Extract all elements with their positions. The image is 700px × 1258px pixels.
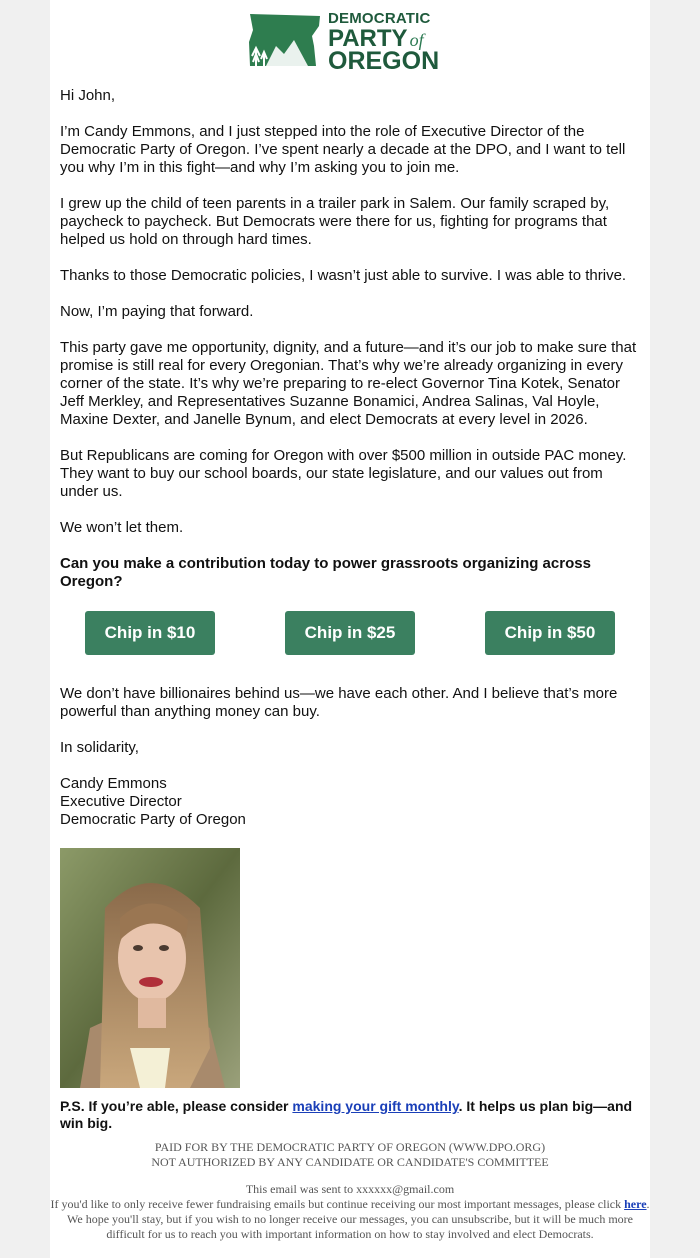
oregon-map-icon: [246, 12, 322, 68]
logo-line-party: PARTY: [328, 25, 408, 52]
paragraph-wont-let: We won’t let them.: [60, 519, 184, 536]
monthly-gift-link[interactable]: making your gift monthly: [292, 1098, 459, 1114]
unsubscribe-here-link[interactable]: here: [624, 1197, 647, 1211]
ps-prefix: P.S. If you’re able, please consider: [60, 1098, 293, 1114]
paragraph-billionaires: We don’t have billionaires behind us—we have each other. And I believe that’s more powerful than anything money can buy.: [60, 685, 618, 720]
unsubscribe-suffix: . We hope you'll stay, but if you wish to no longer receive our messages, you can unsubscribe, but it will be much more difficult for us to reach you with important information on how to stay involved and elect Democrats.: [67, 1197, 650, 1241]
donation-buttons: [60, 611, 640, 655]
signature: [60, 775, 640, 829]
footer: [50, 1140, 650, 1242]
chip-in-25-button[interactable]: Chip in $25: [285, 611, 415, 655]
paragraph-forward: Now, I’m paying that forward.: [60, 303, 254, 320]
paragraph-republicans: But Republicans are coming for Oregon with over $500 million in outside PAC money. They want to buy our school boards, our state legislature, and our values out from under us.: [60, 447, 627, 500]
postscript: [60, 1098, 640, 1132]
sent-to-line: This email was sent to xxxxxx@gmail.com: [245, 1182, 455, 1196]
greeting: Hi John,: [60, 87, 116, 104]
closing: In solidarity,: [60, 739, 139, 756]
logo-wordmark: [328, 11, 439, 74]
not-authorized-line: NOT AUTHORIZED BY ANY CANDIDATE OR CANDIDATE'S COMMITTEE: [151, 1155, 549, 1169]
candy-emmons-photo: [60, 848, 240, 1088]
unsubscribe-notice: [50, 1182, 650, 1242]
paragraph-thrive: Thanks to those Democratic policies, I wasn’t just able to survive. I was able to thrive.: [60, 267, 627, 284]
ps-suffix: . It helps us plan big—and win big.: [60, 1098, 633, 1131]
paragraph-background: I grew up the child of teen parents in a trailer park in Salem. Our family scraped by, paycheck to paycheck. But Democrats were there for us, fighting for programs that helped us hold on through hard times.: [60, 195, 610, 248]
signature-name: Candy Emmons: [60, 775, 167, 792]
paragraph-intro: I’m Candy Emmons, and I just stepped into the role of Executive Director of the Democratic Party of Oregon. I’ve spent nearly a decade at the DPO, and I want to tell you why I’m in this fight—and why I’m asking you to join me.: [60, 123, 626, 176]
paid-for-disclaimer: [50, 1140, 650, 1170]
signature-org: Democratic Party of Oregon: [60, 811, 246, 828]
email-body: [50, 0, 650, 1258]
dpo-logo[interactable]: [246, 10, 446, 75]
chip-in-10-button[interactable]: Chip in $10: [85, 611, 215, 655]
paid-for-line: PAID FOR BY THE DEMOCRATIC PARTY OF OREGON (WWW.DPO.ORG): [154, 1140, 546, 1154]
logo-line-of: of: [409, 30, 424, 50]
paragraph-mission: This party gave me opportunity, dignity, and a future—and it’s our job to make sure that promise is still real for every Oregonian. That’s why we’re already organizing in every corner of the state. It’s why we’re preparing to re-elect Governor Tina Kotek, Senator Jeff Merkley, and Representatives Suzanne Bonamici, Andrea Salinas, Val Hoyle, Maxine Dexter, and Janelle Bynum, and elect Democrats at every level in 2026.: [60, 339, 637, 428]
chip-in-50-button[interactable]: Chip in $50: [485, 611, 615, 655]
email-content: [60, 87, 640, 829]
logo-line-oregon: OREGON: [328, 47, 440, 75]
logo-line-democratic: DEMOCRATIC: [328, 10, 431, 27]
unsubscribe-prefix: If you'd like to only receive fewer fundraising emails but continue receiving our most important messages, please click: [50, 1197, 625, 1211]
contribution-ask: Can you make a contribution today to power grassroots organizing across Oregon?: [60, 555, 591, 590]
signature-title: Executive Director: [60, 793, 182, 810]
